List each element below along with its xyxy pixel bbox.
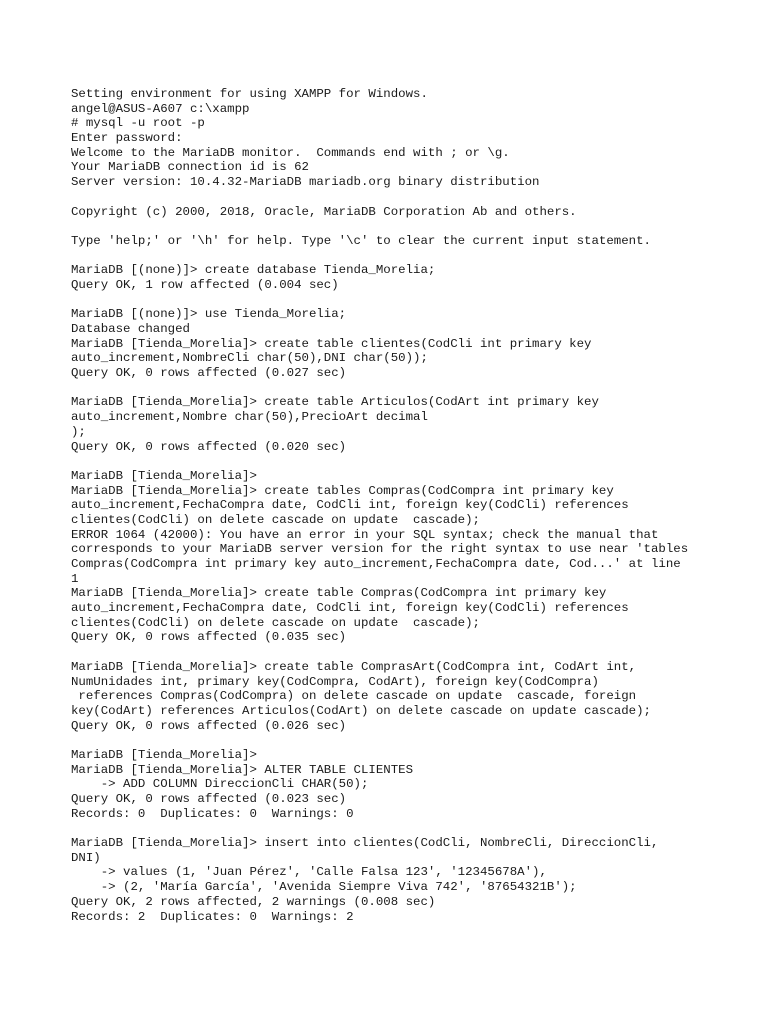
console-line: Query OK, 2 rows affected, 2 warnings (0.008 sec) [71,894,436,909]
console-line: auto_increment,NombreCli char(50),DNI char(50)); [71,351,428,366]
console-line: Query OK, 0 rows affected (0.023 sec) [71,792,347,806]
console-line: Query OK, 0 rows affected (0.027 sec) [71,366,347,381]
console-line: MariaDB [Tienda_Morelia]> ALTER TABLE CLIENTES [71,762,414,777]
console-line: -> (2, 'María García', 'Avenida Siempre Viva 742', '87654321B'); [71,880,577,895]
console-line: Compras(CodCompra int primary key auto_increment,FechaCompra date, Cod...' at line [71,557,681,571]
console-line: ERROR 1064 (42000): You have an error in your SQL syntax; check the manual that [71,527,659,542]
console-line: clientes(CodCli) on delete cascade on update cascade); [71,512,480,527]
console-line: MariaDB [Tienda_Morelia]> create table clientes(CodCli int primary key [71,336,592,351]
console-line [71,381,711,396]
console-line: MariaDB [Tienda_Morelia]> [71,747,257,762]
console-line: MariaDB [(none)]> create database Tienda_Morelia; [71,263,436,278]
console-line: Server version: 10.4.32-MariaDB mariadb.org binary distribution [71,175,540,190]
console-line [71,219,711,234]
console-line: Setting environment for using XAMPP for Windows. [71,87,428,101]
console-line: Records: 2 Duplicates: 0 Warnings: 2 [71,909,354,924]
document-page [71,87,711,924]
console-line: Your MariaDB connection id is 62 [71,160,309,175]
console-line: references Compras(CodCompra) on delete cascade on update cascade, foreign [71,689,637,704]
console-line [71,249,711,264]
console-line: MariaDB [Tienda_Morelia]> create table Articulos(CodArt int primary key [71,395,599,410]
console-line: Enter password: [71,131,183,146]
console-line: MariaDB [Tienda_Morelia]> create tables Compras(CodCompra int primary key [71,483,614,498]
console-line [71,454,711,469]
console-line [71,645,711,660]
console-line: Query OK, 0 rows affected (0.035 sec) [71,630,347,645]
console-line: Database changed [71,322,190,336]
console-line: DNI) [71,850,101,865]
console-line: auto_increment,Nombre char(50),PrecioArt decimal [71,410,428,425]
console-line: NumUnidades int, primary key(CodCompra, CodArt), foreign key(CodCompra) [71,674,599,689]
console-line: Query OK, 0 rows affected (0.026 sec) [71,718,347,733]
console-line: clientes(CodCli) on delete cascade on update cascade); [71,615,480,630]
console-line: MariaDB [(none)]> use Tienda_Morelia; [71,307,347,322]
console-line: MariaDB [Tienda_Morelia]> insert into clientes(CodCli, NombreCli, DireccionCli, [71,836,659,851]
console-line: MariaDB [Tienda_Morelia]> create table Compras(CodCompra int primary key [71,586,607,601]
console-line: MariaDB [Tienda_Morelia]> [71,468,257,483]
console-line: Copyright (c) 2000, 2018, Oracle, MariaDB Corporation Ab and others. [71,204,577,219]
console-line: key(CodArt) references Articulos(CodArt) on delete cascade on update cascade); [71,703,651,718]
console-line: Records: 0 Duplicates: 0 Warnings: 0 [71,806,354,821]
console-line: 1 [71,571,79,586]
console-line [71,190,711,205]
console-line [71,733,711,748]
console-line [71,821,711,836]
console-line: corresponds to your MariaDB server version for the right syntax to use near 'tables [71,542,689,557]
console-line: Welcome to the MariaDB monitor. Commands end with ; or \g. [71,145,510,160]
console-line: Query OK, 1 row affected (0.004 sec) [71,277,339,292]
console-line: auto_increment,FechaCompra date, CodCli int, foreign key(CodCli) references [71,498,629,513]
console-line: MariaDB [Tienda_Morelia]> create table ComprasArt(CodCompra int, CodArt int, [71,659,637,674]
console-line: auto_increment,FechaCompra date, CodCli int, foreign key(CodCli) references [71,601,629,616]
console-line: Query OK, 0 rows affected (0.020 sec) [71,439,347,454]
console-line: -> ADD COLUMN DireccionCli CHAR(50); [71,777,369,792]
console-line: angel@ASUS-A607 c:\xampp [71,101,250,116]
console-line: # mysql -u root -p [71,116,205,131]
console-line: ); [71,424,86,439]
console-line [71,293,711,308]
console-line: Type 'help;' or '\h' for help. Type '\c' to clear the current input statement. [71,233,651,248]
console-line: -> values (1, 'Juan Pérez', 'Calle Falsa 123', '12345678A'), [71,865,547,880]
